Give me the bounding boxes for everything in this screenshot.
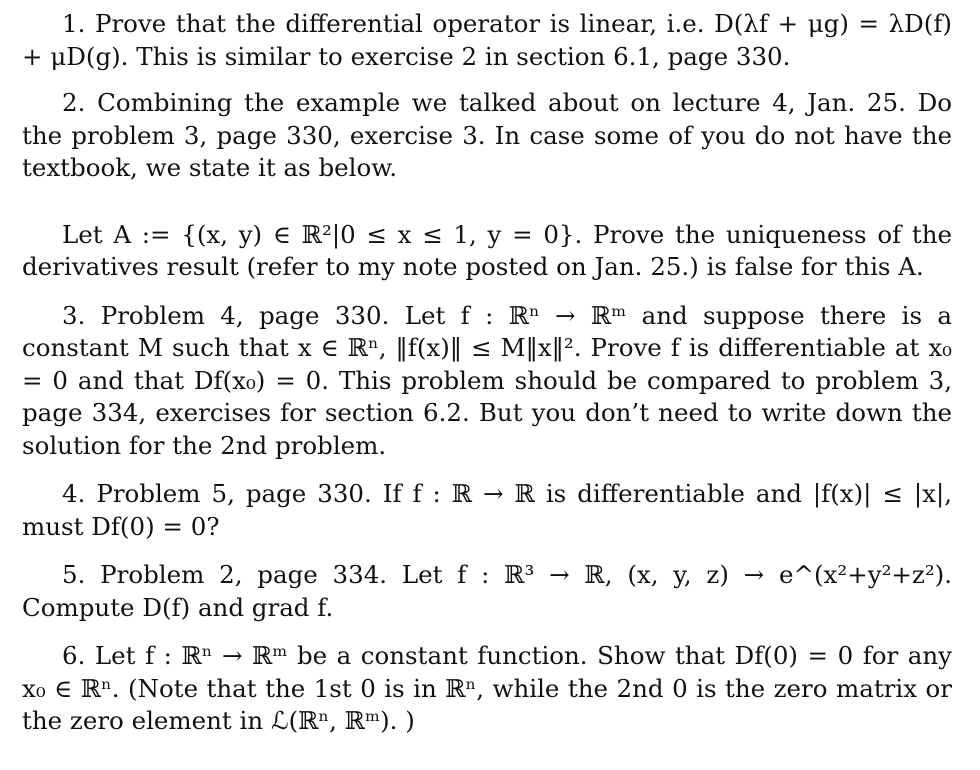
problem-6: 6. Let f : ℝⁿ → ℝᵐ be a constant function. Show that Df(0) = 0 for any x₀ ∈ ℝⁿ. (Note that the 1st 0 is in ℝⁿ, while the 2nd 0 is the zero matrix or the zero element in ℒ(ℝⁿ, ℝᵐ). ) xyxy=(22,641,952,735)
problem-3: 3. Problem 4, page 330. Let f : ℝⁿ → ℝᵐ and suppose there is a constant M such that x ∈ ℝⁿ, ‖f(x)‖ ≤ M‖x‖². Prove f is differentiable at x₀ = 0 and that Df(x₀) = 0. This problem should be compared to problem 3, page 334, exercises for section 6.2. But you don’t need to write down the solution for the 2nd problem. xyxy=(22,300,952,460)
problem-5: 5. Problem 2, page 334. Let f : ℝ³ → ℝ, (x, y, z) → e^(x²+y²+z²). Compute D(f) and grad f. xyxy=(22,560,952,622)
problem-2: 2. Combining the example we talked about on lecture 4, Jan. 25. Do the problem 3, page 330, exercise 3. In case some of you do not have the textbook, we state it as below. xyxy=(22,88,952,182)
problem-2-statement: Let A := {(x, y) ∈ ℝ²|0 ≤ x ≤ 1, y = 0}. Prove the uniqueness of the derivatives result (refer to my note posted on Jan. 25.) is false for this A. xyxy=(22,219,952,281)
problem-sheet xyxy=(22,6,952,738)
problem-1: 1. Prove that the differential operator is linear, i.e. D(λf + μg) = λD(f) + μD(g). This is similar to exercise 2 in section 6.1, page 330. xyxy=(22,9,952,71)
problem-4: 4. Problem 5, page 330. If f : ℝ → ℝ is differentiable and |f(x)| ≤ |x|, must Df(0) = 0? xyxy=(22,479,952,541)
